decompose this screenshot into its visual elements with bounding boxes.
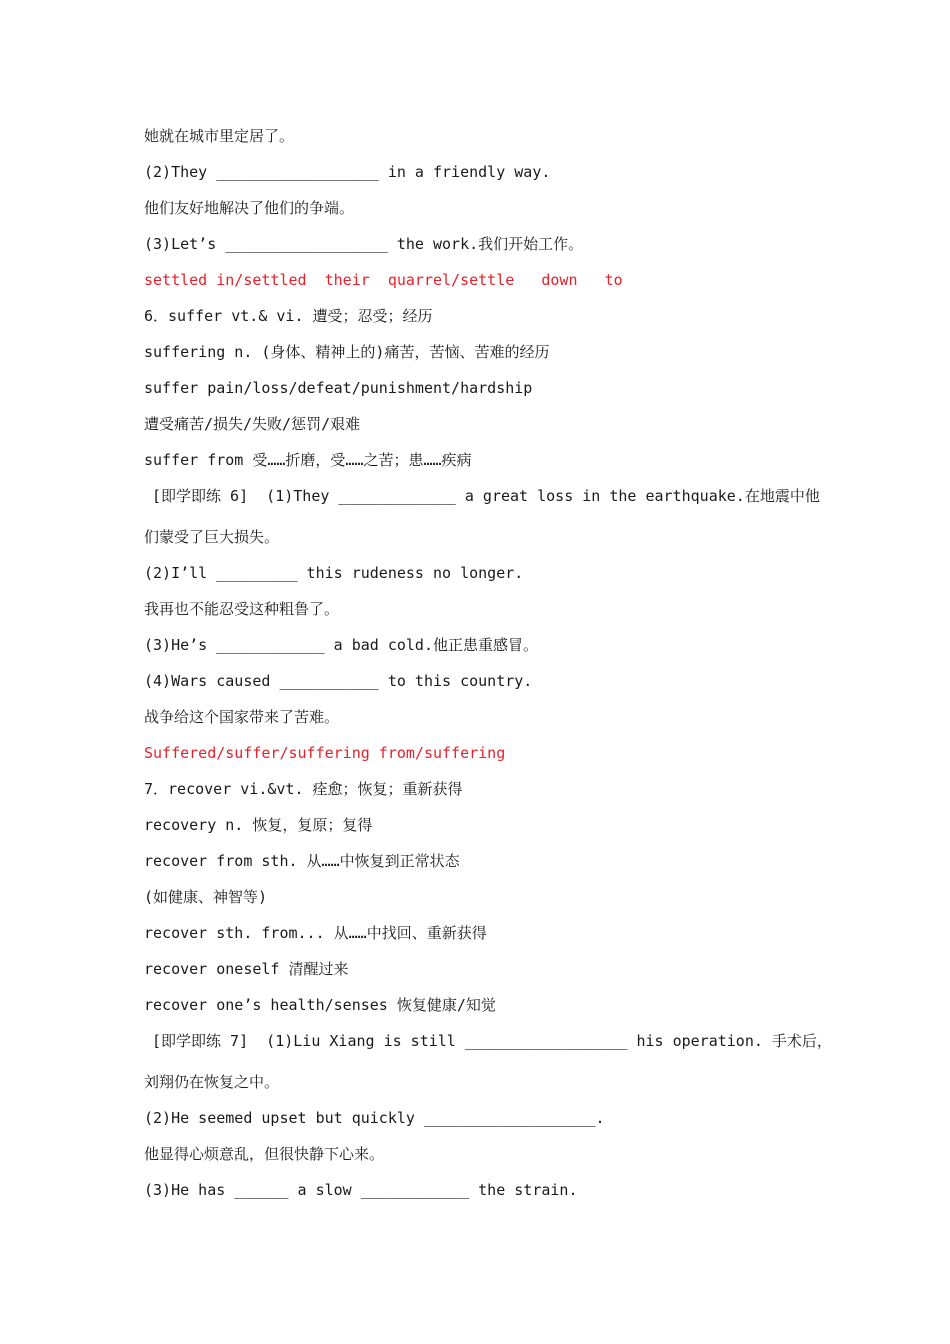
text-line: suffering n. (身体、精神上的)痛苦，苦恼、苦难的经历 [144,343,550,361]
text-line: 我再也不能忍受这种粗鲁了。 [144,600,340,618]
vocab-heading: 6．suffer vt.& vi. 遭受；忍受；经历 [144,307,433,325]
text-line: recover sth. from... 从……中找回、重新获得 [144,924,487,942]
vocab-heading: 7．recover vi.&vt. 痊愈；恢复；重新获得 [144,780,463,798]
text-line: 战争给这个国家带来了苦难。 [144,708,340,726]
text-line: recover one’s health/senses 恢复健康/知觉 [144,996,496,1014]
text-line: recovery n. 恢复，复原；复得 [144,816,373,834]
document-body [144,122,832,1212]
text-line: 遭受痛苦/损失/失败/惩罚/艰难 [144,415,361,433]
practice-heading: [即学即练 7] (1)Liu Xiang is still __________________ his operation. 手术后， [152,1032,832,1050]
text-line: 她就在城市里定居了。 [144,127,295,145]
exercise-sentence: (3)He has ______ a slow ____________ the strain. [144,1181,578,1199]
text-line: (如健康、神智等) [144,888,268,906]
exercise-sentence: (2)They __________________ in a friendly way. [144,163,551,181]
text-line: recover oneself 清醒过来 [144,960,349,978]
text-line: 他们友好地解决了他们的争端。 [144,199,355,217]
exercise-sentence: (3)He’s ____________ a bad cold.他正患重感冒。 [144,636,538,654]
text-line: 们蒙受了巨大损失。 [144,528,280,546]
exercise-sentence: (2)I’ll _________ this rudeness no longer. [144,564,524,582]
text-line: recover from sth. 从……中恢复到正常状态 [144,852,460,870]
text-line: 刘翔仍在恢复之中。 [144,1073,280,1091]
answer-line: Suffered/suffer/suffering from/suffering [144,744,506,762]
text-line: 他显得心烦意乱，但很快静下心来。 [144,1145,385,1163]
answer-line: settled in/settled their quarrel/settle down to [144,271,623,289]
exercise-sentence: (2)He seemed upset but quickly ___________________. [144,1109,605,1127]
practice-heading: [即学即练 6] (1)They _____________ a great loss in the earthquake.在地震中他 [152,487,820,505]
text-line: suffer from 受……折磨，受……之苦；患……疾病 [144,451,472,469]
exercise-sentence: (4)Wars caused ___________ to this country. [144,672,533,690]
exercise-sentence: (3)Let’s __________________ the work.我们开始工作。 [144,235,584,253]
text-line: suffer pain/loss/defeat/punishment/hardship [144,379,533,397]
